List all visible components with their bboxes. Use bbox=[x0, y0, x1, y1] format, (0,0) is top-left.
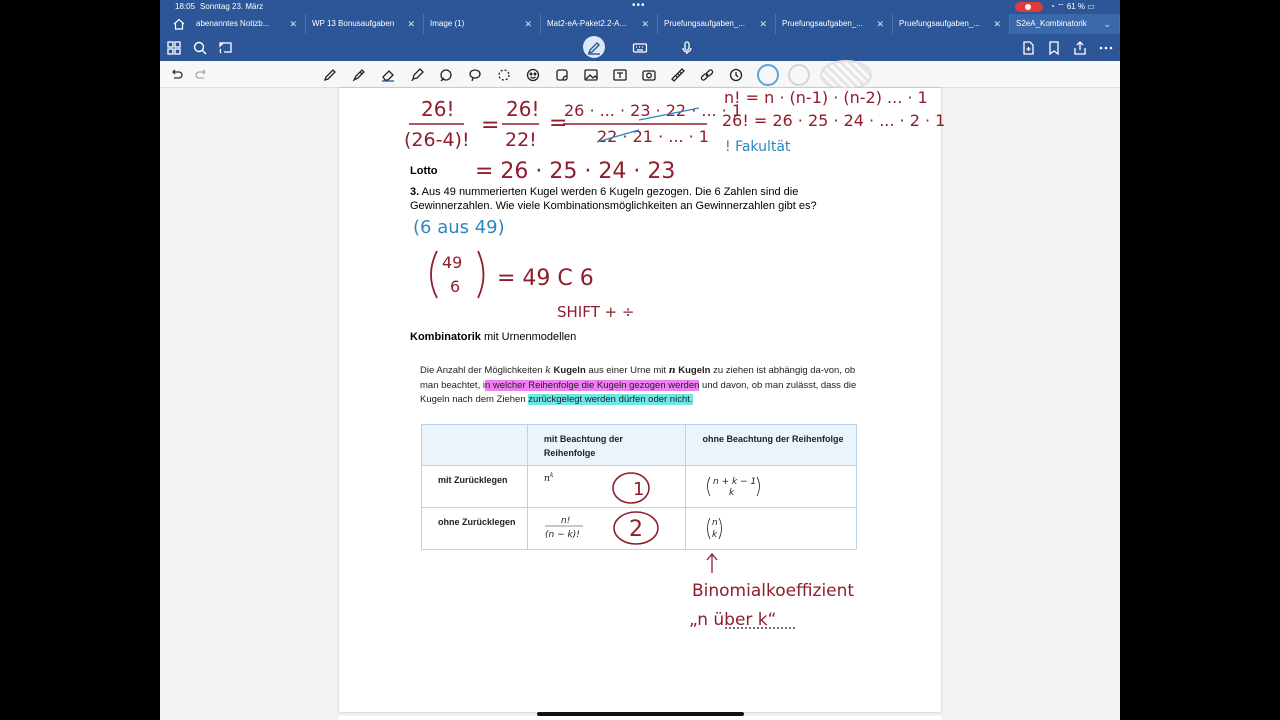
hw-binom-top: 49 bbox=[442, 253, 463, 272]
grid-icon[interactable] bbox=[166, 40, 182, 56]
multitask-dots-icon[interactable]: ••• bbox=[632, 0, 646, 11]
close-icon[interactable]: ✕ bbox=[407, 19, 415, 29]
hw-equals: = bbox=[481, 113, 500, 138]
cyan-highlight: zurückgelegt werden dürfen oder nicht. bbox=[528, 394, 693, 406]
hw-calc-hint: SHIFT + ÷ bbox=[557, 303, 635, 321]
chevron-down-icon[interactable]: ⌄ bbox=[1103, 19, 1111, 29]
ruler-icon[interactable] bbox=[670, 67, 686, 83]
share-screen-icon[interactable] bbox=[218, 40, 234, 56]
tab-pruefung-1[interactable] bbox=[658, 14, 776, 34]
hw-frac2-den: 22! bbox=[505, 129, 537, 151]
hw-frac3-num: 26 · ... · 23 · 22 · ... · 1 bbox=[564, 101, 743, 120]
hw-equals: = bbox=[549, 111, 568, 136]
binom-bottom-1: k bbox=[729, 488, 735, 498]
pen-tool-icon[interactable] bbox=[322, 67, 338, 83]
hw-six-of-49: (6 aus 49) bbox=[413, 217, 505, 238]
date: Sonntag 23. März bbox=[200, 2, 264, 11]
battery-level: ◔ ⌔ 61 % ▭ bbox=[1050, 2, 1095, 11]
header-without-order: ohne Beachtung der Reihenfolge bbox=[686, 425, 857, 466]
close-icon[interactable]: ✕ bbox=[524, 19, 532, 29]
image-icon[interactable] bbox=[583, 67, 599, 83]
hw-binomial-label: Binomialkoeffizient bbox=[692, 581, 855, 601]
row-label-without-replacement: ohne Zurücklegen bbox=[422, 508, 528, 550]
tab-bar bbox=[160, 14, 1120, 34]
hw-frac3-den: 22 · 21 · ... · 1 bbox=[597, 127, 709, 146]
excerpt-text: zu ziehen ist abhängig da-von, ob man beachtet, i bbox=[420, 365, 856, 391]
paren-right bbox=[757, 477, 760, 496]
var-n: n bbox=[668, 365, 676, 376]
hw-n-ueber-k: „n über k“ bbox=[689, 610, 777, 630]
excerpt-bold: Kugeln bbox=[550, 365, 586, 376]
binom-bottom-2: k bbox=[712, 530, 718, 540]
formula-text: $n^k$ bbox=[543, 472, 554, 485]
share-icon[interactable] bbox=[1072, 40, 1088, 56]
pink-highlight: n welcher Reihenfolge die Kugeln gezogen werden bbox=[484, 379, 700, 391]
goodnotes-app bbox=[160, 0, 1120, 720]
close-icon[interactable]: ✕ bbox=[876, 19, 884, 29]
close-icon[interactable]: ✕ bbox=[289, 19, 297, 29]
tab-label: abenanntes Notizb... bbox=[196, 19, 270, 28]
text-tool-icon[interactable] bbox=[612, 67, 628, 83]
tab-image[interactable] bbox=[424, 14, 541, 34]
hw-paren-right bbox=[478, 251, 484, 298]
hw-circles bbox=[613, 473, 658, 544]
excerpt-text: und davon, ob man zulässt, dass die Kugeln nach dem Ziehen bbox=[420, 379, 857, 406]
hw-binomial-49-6 bbox=[431, 251, 634, 321]
hw-binomial-label-group bbox=[689, 554, 854, 630]
excerpt-text: Die Anzahl der Möglichkeiten bbox=[420, 365, 546, 376]
binom-top-2: n bbox=[712, 518, 718, 528]
screen-recording-icon bbox=[1015, 2, 1043, 12]
select-icon[interactable] bbox=[496, 67, 512, 83]
more-icon[interactable] bbox=[1098, 40, 1114, 56]
perm-numerator: n! bbox=[561, 516, 571, 526]
task-number: 3. bbox=[410, 186, 420, 198]
hw-frac1-den: (26-4)! bbox=[404, 129, 470, 151]
main-toolbar bbox=[160, 34, 1120, 61]
home-indicator[interactable] bbox=[537, 712, 744, 716]
tools-bar bbox=[160, 61, 1120, 88]
excerpt-bold: Kugeln bbox=[675, 365, 711, 376]
var-k: k bbox=[545, 365, 551, 376]
add-page-icon[interactable] bbox=[1020, 40, 1036, 56]
tab-label: Pruefungsaufgaben_... bbox=[782, 19, 863, 28]
pencil-mode-icon[interactable] bbox=[586, 40, 602, 56]
color-custom-swatch[interactable] bbox=[820, 60, 872, 90]
hw-arrow-up bbox=[707, 554, 717, 573]
fountain-pen-icon[interactable] bbox=[351, 67, 367, 83]
hw-binom-result: = 49 C 6 bbox=[497, 266, 594, 291]
hw-factorial-example: 26! = 26 · 25 · 24 · ... · 2 · 1 bbox=[722, 111, 946, 130]
tab-wp13[interactable] bbox=[306, 14, 424, 34]
color-blue-swatch[interactable] bbox=[757, 64, 779, 86]
undo-icon[interactable] bbox=[168, 67, 184, 83]
clock: 18:05 bbox=[175, 2, 196, 11]
handwriting-layer bbox=[339, 88, 946, 712]
tab-kombinatorik[interactable] bbox=[1010, 14, 1120, 34]
notebook-page[interactable] bbox=[339, 88, 946, 712]
tab-label: Mat2-eA-Paket2.2-A... bbox=[547, 19, 627, 28]
search-icon[interactable] bbox=[192, 40, 208, 56]
table-formulas bbox=[545, 477, 760, 540]
hw-paren-left bbox=[431, 251, 437, 298]
hw-binom-bottom: 6 bbox=[450, 277, 461, 296]
lasso-icon[interactable] bbox=[467, 67, 483, 83]
redo-icon[interactable] bbox=[194, 67, 210, 83]
camera-icon[interactable] bbox=[641, 67, 657, 83]
sticker-icon[interactable] bbox=[554, 67, 570, 83]
tab-label: Pruefungsaufgaben_... bbox=[899, 19, 980, 28]
close-icon[interactable]: ✕ bbox=[641, 19, 649, 29]
microphone-icon[interactable] bbox=[679, 40, 695, 56]
tab-label: WP 13 Bonusaufgaben bbox=[312, 19, 395, 28]
tab-pruefung-3[interactable] bbox=[893, 14, 1010, 34]
link-icon[interactable] bbox=[699, 67, 715, 83]
row-label-with-replacement: mit Zurücklegen bbox=[422, 466, 528, 508]
paren-left bbox=[708, 518, 711, 539]
red-ink-top bbox=[404, 97, 742, 184]
tab-label: Pruefungsaufgaben_... bbox=[664, 19, 745, 28]
hw-frac1-num: 26! bbox=[421, 97, 455, 121]
lotto-heading: Lotto bbox=[410, 165, 438, 177]
hw-factorial-def: n! = n · (n-1) · (n-2) ... · 1 bbox=[724, 88, 928, 107]
tab-label: S2eA_Kombinatorik bbox=[1016, 19, 1087, 28]
hw-factorial-label: ! Fakultät bbox=[725, 139, 791, 155]
paren-right bbox=[719, 518, 722, 539]
kombinatorik-bold: Kombinatorik bbox=[410, 331, 481, 343]
home-icon[interactable] bbox=[172, 17, 186, 31]
tab-unnamed-notebook[interactable] bbox=[190, 14, 306, 34]
highlighter-icon[interactable] bbox=[409, 67, 425, 83]
keyboard-icon[interactable] bbox=[632, 40, 648, 56]
tab-mat2[interactable] bbox=[541, 14, 658, 34]
bookmark-icon[interactable] bbox=[1046, 40, 1062, 56]
hw-frac2-num: 26! bbox=[506, 97, 540, 121]
hw-circle-2-label: 2 bbox=[629, 517, 643, 542]
laser-timer-icon[interactable] bbox=[728, 67, 744, 83]
paren-left bbox=[708, 477, 711, 496]
perm-denominator: (n − k)! bbox=[545, 530, 580, 540]
task-body: Aus 49 nummerierten Kugel werden 6 Kugeln gezogen. Die 6 Zahlen sind die Gewinnerzahlen. Wie viele Kombinationsmöglichkeiten an Gewinnerzahlen gibt es? bbox=[410, 186, 817, 212]
close-icon[interactable]: ✕ bbox=[759, 19, 767, 29]
close-icon[interactable]: ✕ bbox=[993, 19, 1001, 29]
header-with-order: mit Beachtung der Reihenfolge bbox=[527, 425, 686, 466]
hw-circle-1-label: 1 bbox=[633, 479, 645, 500]
excerpt-text: aus einer Urne mit bbox=[585, 365, 669, 376]
tab-pruefung-2[interactable] bbox=[776, 14, 893, 34]
shape-tool-icon[interactable] bbox=[438, 67, 454, 83]
hw-lotto-result: = 26 · 25 · 24 · 23 bbox=[475, 159, 676, 184]
tab-label: Image (1) bbox=[430, 19, 465, 28]
elements-icon[interactable] bbox=[525, 67, 541, 83]
eraser-icon[interactable] bbox=[380, 67, 396, 83]
next-page-edge bbox=[339, 716, 941, 720]
binom-top-1: n + k − 1 bbox=[713, 477, 757, 487]
factorial-notes bbox=[722, 88, 945, 155]
status-bar bbox=[160, 0, 1120, 14]
kombinatorik-rest: mit Urnenmodellen bbox=[480, 331, 577, 343]
color-white-swatch[interactable] bbox=[788, 64, 810, 86]
